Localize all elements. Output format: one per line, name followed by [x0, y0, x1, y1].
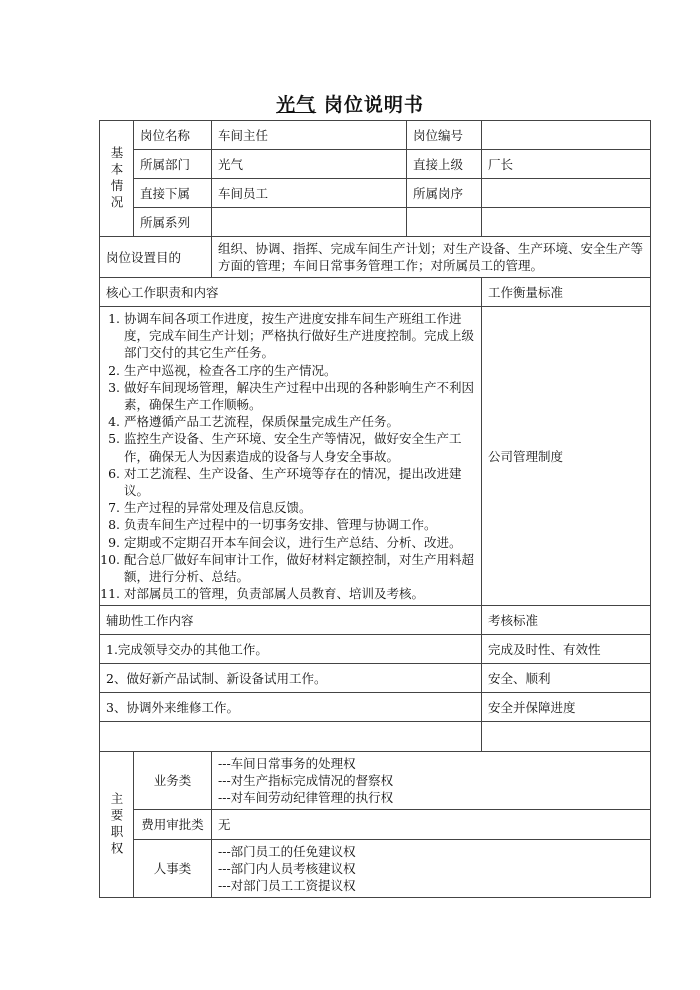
basic-value: 光气	[212, 150, 407, 179]
basic-label	[407, 208, 482, 237]
authority-section-label: 主要职权	[100, 752, 134, 898]
core-standard: 公司管理制度	[482, 307, 651, 606]
authority-item: ---对生产指标完成情况的督察权	[218, 773, 394, 789]
aux-task: 3、协调外来维修工作。	[100, 693, 482, 722]
authority-category: 人事类	[134, 840, 212, 898]
basic-label: 所属岗序	[407, 179, 482, 208]
basic-label: 直接下属	[134, 179, 212, 208]
basic-label: 所属部门	[134, 150, 212, 179]
authority-item: ---车间日常事务的处理权	[218, 756, 356, 772]
aux-standard: 安全并保障进度	[482, 693, 651, 722]
core-duties	[100, 307, 482, 606]
aux-task	[100, 722, 482, 752]
authority-items	[212, 752, 651, 810]
authority-category: 费用审批类	[134, 810, 212, 840]
title-dept: 光气	[276, 94, 317, 116]
authority-items	[212, 840, 651, 898]
authority-item: 无	[218, 817, 231, 833]
aux-task: 1.完成领导交办的其他工作。	[100, 635, 482, 664]
authority-item: ---部门内人员考核建议权	[218, 861, 356, 877]
authority-item: ---对部门员工工资提议权	[218, 878, 356, 894]
aux-header: 辅助性工作内容	[100, 606, 482, 635]
page-title	[0, 90, 700, 117]
title-rest: 岗位说明书	[323, 94, 424, 116]
authority-items	[212, 810, 651, 840]
list-item: 6. 对工艺流程、生产设备、生产环境等存在的情况，提出改进建议。	[124, 465, 477, 499]
list-item: 4. 严格遵循产品工艺流程，保质保量完成生产任务。	[124, 413, 477, 430]
list-item: 9. 定期或不定期召开本车间会议，进行生产总结、分析、改进。	[124, 534, 477, 551]
basic-value	[482, 121, 651, 150]
core-header: 核心工作职责和内容	[100, 278, 482, 307]
basic-label: 岗位名称	[134, 121, 212, 150]
job-description-table	[99, 120, 651, 898]
authority-item: ---对车间劳动纪律管理的执行权	[218, 790, 394, 806]
aux-standard-header: 考核标准	[482, 606, 651, 635]
aux-standard: 完成及时性、有效性	[482, 635, 651, 664]
basic-section-label: 基本情况	[100, 121, 134, 237]
basic-value	[482, 179, 651, 208]
basic-value: 厂长	[482, 150, 651, 179]
basic-value	[212, 208, 407, 237]
aux-standard: 安全、顺利	[482, 664, 651, 693]
list-item: 7. 生产过程的异常处理及信息反馈。	[124, 499, 477, 516]
purpose-text: 组织、协调、指挥、完成车间生产计划；对生产设备、生产环境、安全生产等方面的管理；车间日常事务管理工作；对所属员工的管理。	[212, 237, 651, 278]
purpose-label: 岗位设置目的	[100, 237, 212, 278]
list-item: 2. 生产中巡视，检查各工序的生产情况。	[124, 362, 477, 379]
list-item: 11. 对部属员工的管理，负责部属人员教育、培训及考核。	[124, 585, 477, 602]
aux-standard	[482, 722, 651, 752]
basic-value	[482, 208, 651, 237]
list-item: 3. 做好车间现场管理，解决生产过程中出现的各种影响生产不利因素，确保生产工作顺畅。	[124, 379, 477, 413]
basic-value: 车间员工	[212, 179, 407, 208]
core-standard-header: 工作衡量标准	[482, 278, 651, 307]
list-item: 5. 监控生产设备、生产环境、安全生产等情况，做好安全生产工作，确保无人为因素造成的设备与人身安全事故。	[124, 430, 477, 464]
basic-label: 所属系列	[134, 208, 212, 237]
core-duty-list	[102, 310, 477, 602]
basic-label: 岗位编号	[407, 121, 482, 150]
basic-value: 车间主任	[212, 121, 407, 150]
list-item: 1. 协调车间各项工作进度，按生产进度安排车间生产班组工作进度，完成车间生产计划；严格执行做好生产进度控制。完成上级部门交付的其它生产任务。	[124, 310, 477, 362]
aux-task: 2、做好新产品试制、新设备试用工作。	[100, 664, 482, 693]
list-item: 10. 配合总厂做好车间审计工作，做好材料定额控制，对生产用料超额，进行分析、总结。	[124, 551, 477, 585]
list-item: 8. 负责车间生产过程中的一切事务安排、管理与协调工作。	[124, 516, 477, 533]
authority-category: 业务类	[134, 752, 212, 810]
basic-label: 直接上级	[407, 150, 482, 179]
authority-item: ---部门员工的任免建议权	[218, 844, 356, 860]
job-description-form	[99, 120, 650, 898]
